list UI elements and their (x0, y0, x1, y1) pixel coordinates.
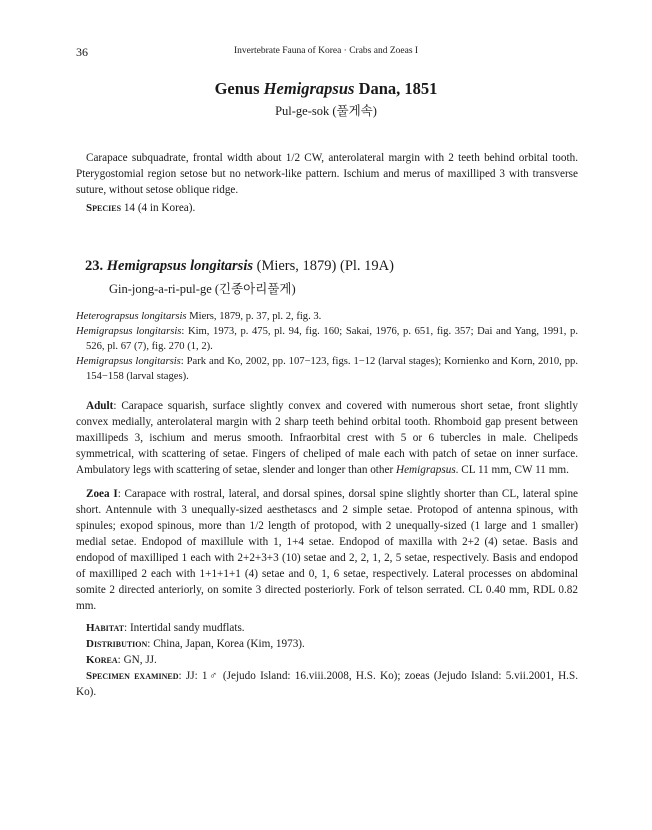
species-name: Hemigrapsus longitarsis (106, 258, 253, 274)
zoea-text: : Carapace with rostral, lateral, and dorsal spines, dorsal spine slightly shorter than CL, lateral spine short. Antennule with 3 unequally-sized aesthetascs and 2 simple setae. Protopod of antenna spinous, with spinules; exopod spinous, more than 1/2 length of protopod, with 2 unequally-sized (1 large and 1 smaller) medial setae. Endopod of maxillule with 1, 1+4 setae. Endopod of maxilla with 2+2 (4) setae. Basis and endopod of maxilliped 1 each with 2+2+3+3 (10) setae and 2, 2, 1, 2, 5 setae, respectively. Basis and endopod of maxilliped 2 each with 1+1+1+1 (4) setae and 0, 1, 6 setae, respectively. Lateral processes on abdominal somite 2 directed anteriorly, on somite 3 directed posteriorly. Fork of telson serrated. CL 0.40 mm, RDL 0.82 mm. (76, 488, 579, 612)
habitat-text: : Intertidal sandy mudflats. (124, 622, 245, 634)
korea-line (86, 652, 578, 668)
synonym-refs: Miers, 1879, p. 37, pl. 2, fig. 3. (186, 311, 322, 322)
adult-text: : Carapace squarish, surface slightly convex and covered with numerous short setae, front slightly convex medially, anterolateral margin with 2 sharp teeth behind orbital tooth. Rhomboid gap present between maxillipeds 3, ischium and merus smooth. Infraorbital crest with 5 or 6 tubercles in male. Chelipeds symmetrical, with scattering of setae. Fingers of cheliped of male each with patch of setae on inner surface. Ambulatory legs with scattering of setae, slender and longer than other (76, 400, 578, 476)
specimen-post: (Jejudo Island: 16.viii.2008, H.S. Ko); zoeas (Jejudo Island: 5.vii.2001, H.S. Ko). (76, 670, 578, 698)
synonym-taxon: Hemigrapsus longitarsis (76, 356, 181, 367)
distribution-line (86, 636, 578, 652)
species-heading (85, 258, 394, 275)
synonymy-list (76, 309, 578, 384)
running-title: Invertebrate Fauna of Korea · Crabs and Zoeas I (233, 46, 419, 56)
distribution-label: Distribution (86, 638, 148, 650)
page-number: 36 (76, 45, 88, 59)
adult-label: Adult (86, 400, 114, 412)
synonym-entry (76, 354, 578, 384)
habitat-label: Habitat (86, 622, 125, 634)
genus-description: Carapace subquadrate, frontal width about 1/2 CW, anterolateral margin with 2 teeth behind orbital tooth. Pterygostomial region setose but no network-like pattern. Ischium and merus of maxilliped 3 with transverse suture, without setose oblique ridge. (76, 152, 578, 196)
zoea-description (76, 486, 578, 614)
habitat-line (86, 620, 578, 636)
species-korean-name: Gin-jong-a-ri-pul-ge (긴종아리풀게) (109, 282, 296, 296)
adult-measure: . CL 11 mm, CW 11 mm. (455, 464, 569, 476)
korea-label: Korea (86, 654, 118, 666)
genus-korean-name: Pul-ge-sok (풀게속) (275, 104, 377, 118)
synonym-taxon: Hemigrapsus longitarsis (76, 326, 182, 337)
synonym-taxon: Heterograpsus longitarsis (76, 311, 187, 322)
adult-genus: Hemigrapsus (396, 464, 456, 476)
species-label: Species (86, 202, 122, 214)
genus-prefix: Genus (214, 79, 260, 98)
species-authority: (Miers, 1879) (Pl. 19A) (256, 258, 394, 274)
synonym-entry (76, 324, 578, 354)
korea-text: : GN, JJ. (117, 654, 157, 666)
genus-authority: Dana, 1851 (358, 79, 438, 98)
synonym-refs: : Park and Ko, 2002, pp. 107−123, figs. 1−12 (larval stages); Kornienko and Korn, 2010, pp. 154−158 (larval stages). (86, 356, 578, 382)
specimen-line (76, 668, 578, 700)
genus-species-count (76, 200, 578, 216)
synonym-entry (76, 309, 578, 324)
male-symbol-icon: ♂ (207, 670, 219, 682)
genus-heading (0, 79, 652, 99)
specimen-label: Specimen examined (86, 670, 179, 682)
specimen-pre: : JJ: 1 (178, 670, 208, 682)
genus-name: Hemigrapsus (263, 79, 355, 98)
species-number: 23. (85, 258, 104, 274)
zoea-label: Zoea I (86, 488, 118, 500)
synonym-refs: : Kim, 1973, p. 475, pl. 94, fig. 160; Sakai, 1976, p. 651, fig. 357; Dai and Yang, 1991, p. 526, pl. 67 (7), fig. 270 (1, 2). (86, 326, 578, 352)
species-count: 14 (4 in Korea). (123, 202, 196, 214)
distribution-text: : China, Japan, Korea (Kim, 1973). (147, 638, 305, 650)
adult-description (76, 398, 578, 478)
